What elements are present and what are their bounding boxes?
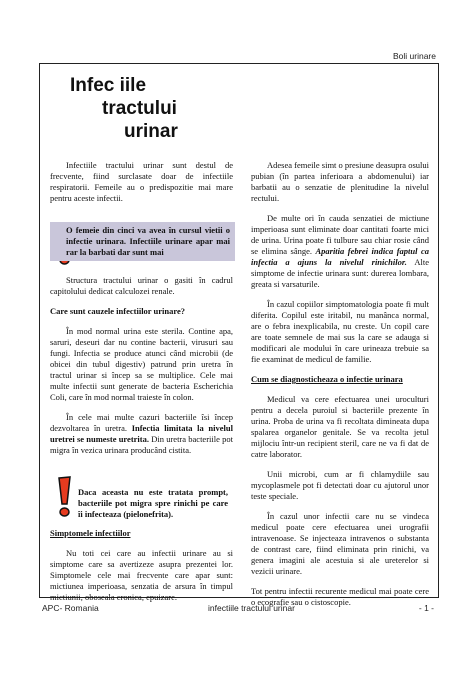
right-paragraph-7: Tot pentru infectii recurente medicul mai poate cere o ecografie sau o cistoscopie. [251,586,429,607]
left-paragraph-2: Structura tractului urinar o gasiti în cadrul capitolului dedicat calculozei renale. [50,275,233,296]
left-paragraph-1: Infectiile tractului urinar sunt destul de frecvente, fiind surclasate doar de infectiile respiratorii. Femeile au o predispozitie mai mare pentru aceste infectii. [50,160,233,203]
footer-left: APC- Romania [42,603,99,613]
exclamation-icon-2 [56,476,74,518]
title-line-3: urinar [124,121,178,142]
p4-text-a: În cele mai multe cazuri bacteriile îsi încep dezvoltarea în uretra. [50,412,233,433]
right-paragraph-3: În cazul copiilor simptomatologia poate fi mult diferita. Copilul este iritabil, nu manânca normal, are o febra inexplicabila, nu creste. Un copil care are toate semnele de mai sus la care se adauga si modificari ale modului în care urineaza trebuie sa fie examinat de medicul de familie. [251,299,429,364]
callout-pyelonephritis: Daca aceasta nu este tratata prompt, bacteriile pot migra spre rinichi pe care îi infecteaza (pielonefrita). [78,487,228,519]
left-column-bottom [50,528,233,612]
left-paragraph-5: Nu toti cei care au infectii urinare au si simptome care sa avertizeze asupra prezentei lor. Simptomele cele mai frecvente care apar sunt: mictiunea imperioasa, senzatia de arsura în timpul mictiunii, oboseala cronica, epuizare. [50,548,233,602]
left-column [50,160,233,465]
callout-women-statistic: O femeie din cinci va avea în cursul vietii o infectie urinara. Infectiile urinare apar mai rar la barbati dar sunt mai [50,222,235,261]
right-paragraph-5: Unii microbi, cum ar fi chlamydiile sau mycoplasmele pot fi detectati doar cu ajutorul unor teste speciale. [251,469,429,501]
right-paragraph-1: Adesea femeile simt o presiune deasupra osului pubian (în partea inferioara a abdomenului) iar barbatii au o senzatie de plenitudine la nivelul rectului. [251,160,429,203]
right-paragraph-4: Medicul va cere efectuarea unei uroculturi pentru a decela puroiul si bacteriile prezente în urina. Proba de urina va fi recoltata dimineata dupa spalarea organelor genitale. Se va recolta jetul mijlociu într-un recipient steril, care ne va fi dat de catre laborator. [251,394,429,459]
right-paragraph-2 [251,213,429,290]
p4-text-b: Infectia limitata la nivelul uretrei se numeste uretrita. [50,423,233,444]
page-title [70,74,250,143]
footer-page-number: - 1 - [418,603,434,613]
right-column [251,160,429,617]
p4-text-c: Din uretra bacteriile pot migra în vezica urinara producând cistita. [50,434,233,455]
title-line-2: tractului [102,98,177,119]
footer-center: infectiile tractului urinar [208,603,295,613]
heading-diagnosis: Cum se diagnosticheaza o infectie urinara [251,374,403,384]
left-paragraph-4 [50,412,233,456]
rp2-text-a: De multe ori în cauda senzatiei de mictiune imperioasa sunt eliminate doar cantitati foarte mici de urina. Urina poate fi tulbure sau chiar rosie când se elimina sânge. [251,213,429,256]
section-label: Boli urinare [393,51,436,61]
heading-symptoms: Simptomele infectiilor [50,528,131,538]
left-paragraph-3: În mod normal urina este sterila. Contine apa, saruri, deseuri dar nu contine bacterii, virusuri sau fungi. Infectia se produce atunci când microbii (de obicei din tubul digestiv) patrund prin uretra în tractul urinar si încep sa se multiplice. Cele mai multe infectii sunt generate de bacteria Escherichia Coli, care în mod normal traieste în colon. [50,326,233,402]
rp2-text-b: Aparitia febrei indica faptul ca infectia a ajuns la nivelul rinichilor. [251,246,429,267]
rp2-text-c: Alte simptome de infectie urinara sunt: durerea lombara, greata si varsaturile. [251,257,429,289]
right-paragraph-6: În cazul unor infectii care nu se vindeca medicul poate cere efectuarea unei urografii intravenoase. Se injecteaza intravenos o substanta de contrast care, fiind eliminata prin rinichi, va genera imagini ale acestuia si ale ureterelor si vezicii urinare. [251,511,429,576]
heading-causes: Care sunt cauzele infectiilor urinare? [50,306,186,316]
title-line-1: Infec iile [70,75,147,96]
